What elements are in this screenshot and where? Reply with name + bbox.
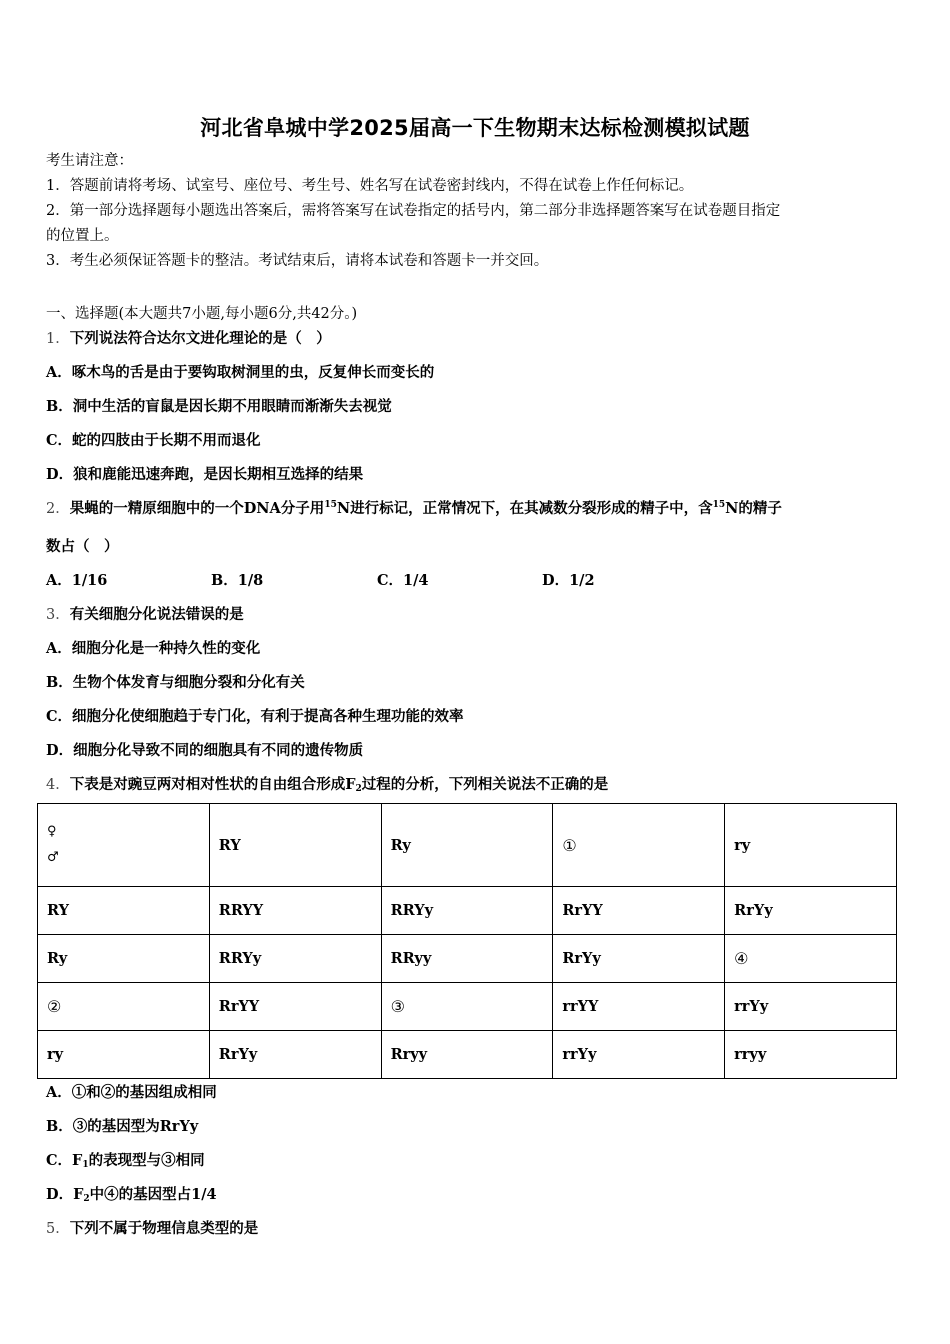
table-cell: RRYY — [209, 887, 381, 935]
table-cell: RrYy — [209, 1031, 381, 1079]
question-3-stem — [46, 603, 244, 624]
punnett-table — [37, 803, 897, 1079]
table-cell: rryy — [725, 1031, 897, 1079]
isotope-superscript: 15 — [712, 500, 726, 510]
question-text-c: N的精子 — [725, 500, 782, 517]
generation-subscript: 1 — [82, 1160, 89, 1170]
table-row — [38, 1031, 897, 1079]
q3-option-c: C．细胞分化使细胞趋于专门化，有利于提高各种生理功能的效率 — [46, 708, 464, 725]
option-text-b: 的表现型与③相同 — [88, 1152, 205, 1169]
notice-item-3: 3．考生必须保证答题卡的整洁。考试结束后，请将本试卷和答题卡一并交回。 — [46, 253, 549, 269]
question-text: 下列不属于物理信息类型的是 — [69, 1220, 259, 1237]
q2-option-b: B．1/8 — [211, 572, 264, 589]
table-cell: RrYY — [209, 983, 381, 1031]
exam-title: 河北省阜城中学2025届高一下生物期末达标检测模拟试题 — [200, 116, 750, 140]
notice-heading: 考生请注意： — [46, 153, 133, 169]
male-symbol: ♂ — [47, 850, 59, 865]
table-cell: rrYY — [553, 983, 725, 1031]
question-number: 2． — [46, 501, 70, 517]
row-label-cell: ② — [38, 983, 210, 1031]
question-number: 3． — [46, 607, 70, 623]
question-number: 1． — [46, 331, 70, 347]
question-text: 下列说法符合达尔文进化理论的是（ ） — [69, 330, 331, 347]
q1-option-b: B．洞中生活的盲鼠是因长期不用眼睛而渐渐失去视觉 — [46, 398, 392, 415]
q1-option-c: C．蛇的四肢由于长期不用而退化 — [46, 432, 261, 449]
question-text-a: 果蝇的一精原细胞中的一个DNA分子用 — [69, 500, 325, 517]
header-cell: ry — [725, 804, 897, 887]
q4-option-b: B．③的基因型为RrYy — [46, 1118, 199, 1135]
option-text-a: C．F — [46, 1152, 83, 1169]
notice-item-2: 2．第一部分选择题每小题选出答案后，需将答案写在试卷指定的括号内，第二部分非选择题答案写在试卷题目指定 — [46, 203, 781, 219]
table-cell: RrYY — [553, 887, 725, 935]
generation-subscript: 2 — [83, 1194, 90, 1204]
question-number: 4． — [46, 777, 70, 793]
q2-option-c: C．1/4 — [377, 572, 429, 589]
q2-option-a: A．1/16 — [46, 572, 108, 589]
table-cell: RrYy — [725, 887, 897, 935]
table-cell: rrYy — [553, 1031, 725, 1079]
notice-item-2-cont: 的位置上。 — [46, 228, 119, 244]
table-cell: ③ — [381, 983, 553, 1031]
q1-option-d: D．狼和鹿能迅速奔跑，是因长期相互选择的结果 — [46, 466, 364, 483]
header-cell: Ry — [381, 804, 553, 887]
table-row — [38, 887, 897, 935]
table-row — [38, 983, 897, 1031]
generation-subscript: 2 — [355, 784, 362, 794]
question-4-stem — [46, 773, 608, 794]
isotope-superscript: 15 — [324, 500, 337, 510]
table-cell: rrYy — [725, 983, 897, 1031]
question-5-stem — [46, 1217, 258, 1238]
q2-option-d: D．1/2 — [542, 572, 595, 589]
table-cell: RRYy — [209, 935, 381, 983]
question-2-stem-cont: 数占（ ） — [46, 538, 119, 555]
header-cell: RY — [209, 804, 381, 887]
table-cell: RRYy — [381, 887, 553, 935]
table-cell: RrYy — [553, 935, 725, 983]
table-cell: ④ — [725, 935, 897, 983]
corner-cell — [38, 804, 210, 887]
q4-option-a: A．①和②的基因组成相同 — [46, 1084, 217, 1101]
section-heading: 一、选择题(本大题共7小题,每小题6分,共42分。) — [46, 306, 358, 322]
question-text-b: 过程的分析，下列相关说法不正确的是 — [361, 776, 609, 793]
q1-option-a: A．啄木鸟的舌是由于要钩取树洞里的虫，反复伸长而变长的 — [46, 364, 435, 381]
table-cell: Rryy — [381, 1031, 553, 1079]
q3-option-b: B．生物个体发育与细胞分裂和分化有关 — [46, 674, 305, 691]
option-text-a: D．F — [46, 1186, 84, 1203]
table-header-row — [38, 804, 897, 887]
table-cell: RRyy — [381, 935, 553, 983]
table-row — [38, 935, 897, 983]
question-number: 5． — [46, 1221, 70, 1237]
question-text-b: N进行标记，正常情况下，在其减数分裂形成的精子中，含 — [336, 500, 713, 517]
q3-option-d: D．细胞分化导致不同的细胞具有不同的遗传物质 — [46, 742, 364, 759]
female-symbol: ♀ — [47, 824, 57, 839]
question-text: 有关细胞分化说法错误的是 — [69, 606, 244, 623]
row-label-cell: RY — [38, 887, 210, 935]
question-text-a: 下表是对豌豆两对相对性状的自由组合形成F — [69, 776, 356, 793]
question-1-stem — [46, 327, 331, 348]
row-label-cell: ry — [38, 1031, 210, 1079]
option-text-b: 中④的基因型占1/4 — [89, 1186, 217, 1203]
q4-option-c — [46, 1149, 205, 1170]
q4-option-d — [46, 1183, 217, 1204]
notice-item-1: 1．答题前请将考场、试室号、座位号、考生号、姓名写在试卷密封线内，不得在试卷上作任何标记。 — [46, 178, 694, 194]
question-2-stem — [46, 497, 782, 518]
row-label-cell: Ry — [38, 935, 210, 983]
header-cell: ① — [553, 804, 725, 887]
q3-option-a: A．细胞分化是一种持久性的变化 — [46, 640, 261, 657]
